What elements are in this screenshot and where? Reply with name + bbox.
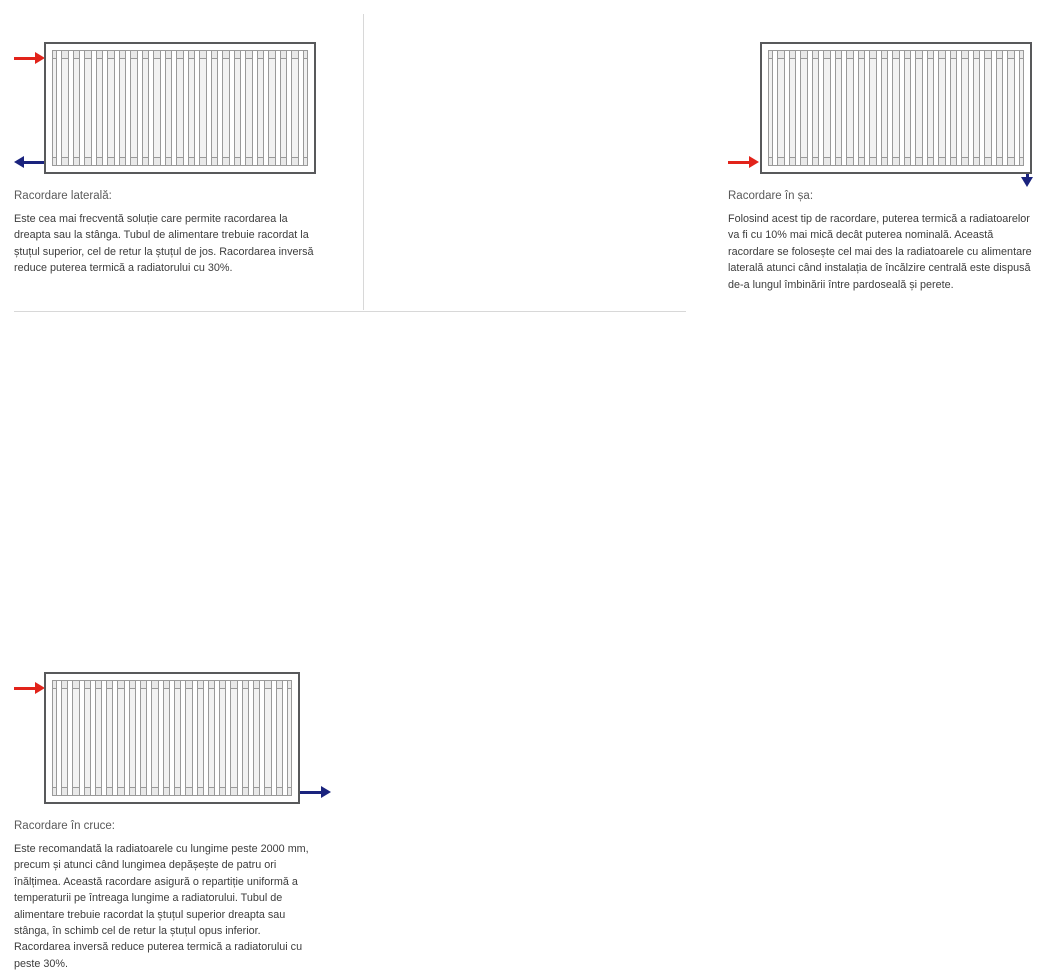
radiator-figure-lateral (14, 30, 334, 180)
panel-cross (0, 325, 350, 970)
radiator-fins (53, 51, 307, 165)
radiator-figure-cross (14, 660, 334, 810)
caption-cross (14, 820, 319, 972)
radiator-body (760, 42, 1032, 174)
radiator-figure-saddle (728, 30, 1038, 180)
radiator-panel (52, 680, 292, 796)
radiator-panel (52, 50, 308, 166)
caption-title-cross: Racordare în cruce: (14, 820, 115, 832)
radiator-panel (768, 50, 1024, 166)
radiator-fins (769, 51, 1023, 165)
radiator-body (44, 42, 316, 174)
caption-lateral (14, 190, 324, 277)
radiator-body (44, 672, 300, 804)
caption-title-saddle: Racordare în șa: (728, 190, 814, 202)
radiator-fins (53, 681, 291, 795)
caption-body-saddle: Folosind acest tip de racordare, puterea termică a radiatoarelor va fi cu 10% mai mică decât puterea nominală. Această racordare se folosește cel mai des la radiatoarele cu alimentare laterală atunci când instalația de încălzire centrală este dispusă de-a lungul îmbinării între pardoseală și perete. (728, 213, 1032, 291)
caption-body-cross: Este recomandată la radiatoarele cu lungime peste 2000 mm, precum și atunci când lungimea depășește de patru ori înălțimea. Această racordare asigură o repartiție uniformă a temperaturii pe întreaga lungime a radiatorului. Tubul de alimentare trebuie racordat la ștuțul superior dreapta sau stânga, în schimb cel de retur la ștuțul opus inferior. Racordarea inversă reduce puterea termică a radiatorului cu peste 30%. (14, 843, 309, 970)
caption-saddle (728, 190, 1040, 293)
caption-title-lateral: Racordare laterală: (14, 190, 112, 202)
panel-saddle (350, 0, 1032, 325)
panel-lateral (0, 0, 350, 325)
caption-body-lateral: Este cea mai frecventă soluție care permite racordarea la dreapta sau la stânga. Tubul de alimentare trebuie racordat la ștuțul superior, cel de retur la ștuțul de jos. Racordarea inversă reduce puterea termică a radiatorului cu 30%. (14, 213, 314, 275)
